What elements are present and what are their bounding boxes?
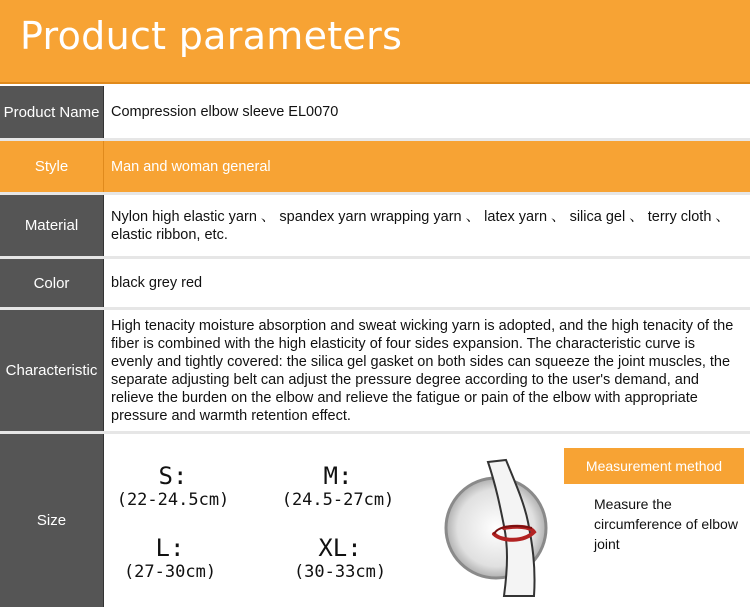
label-style: Style bbox=[0, 141, 104, 192]
row-product-name bbox=[0, 86, 750, 138]
row-style bbox=[0, 141, 750, 192]
size-range: (27-30cm) bbox=[123, 562, 217, 582]
page-title: Product parameters bbox=[20, 14, 403, 58]
page-header bbox=[0, 0, 750, 84]
measurement-method-label: Measurement method bbox=[564, 448, 744, 484]
value-color: black grey red bbox=[104, 259, 750, 307]
row-material bbox=[0, 195, 750, 256]
label-material: Material bbox=[0, 195, 104, 256]
size-name: S: bbox=[158, 462, 188, 490]
size-range: (30-33cm) bbox=[293, 562, 387, 582]
value-characteristic: High tenacity moisture absorption and sweat wicking yarn is adopted, and the high tenacity of the fiber is combined with the high elasticity of four sides expansion. The characteristic curve is evenly and tightly covered: the silica gel gasket on both sides can squeeze the joint muscles, the separate adjusting belt can adjust the pressure degree according to the user's demand, and relieve the burden on the elbow and relieve the fatigue or pain of the elbow with appropriate pressure and warmth retention effect. bbox=[104, 310, 750, 431]
value-style: Man and woman general bbox=[104, 141, 750, 192]
row-characteristic bbox=[0, 310, 750, 431]
measurement-instruction: Measure the circumference of elbow joint bbox=[594, 496, 738, 552]
size-xl bbox=[280, 534, 400, 582]
label-color: Color bbox=[0, 259, 104, 307]
label-size: Size bbox=[0, 434, 104, 607]
row-size bbox=[0, 434, 750, 607]
size-range: (22-24.5cm) bbox=[116, 490, 230, 510]
size-name: M: bbox=[323, 462, 353, 490]
size-l bbox=[110, 534, 230, 582]
label-characteristic: Characteristic bbox=[0, 310, 104, 431]
size-panel bbox=[104, 434, 750, 607]
size-range: (24.5-27cm) bbox=[281, 490, 395, 510]
label-product-name: Product Name bbox=[0, 86, 104, 138]
size-m bbox=[268, 462, 408, 510]
size-name: L: bbox=[155, 534, 185, 562]
elbow-measurement-illustration bbox=[444, 456, 554, 601]
size-s bbox=[108, 462, 238, 510]
size-name: XL: bbox=[318, 534, 362, 562]
row-color bbox=[0, 259, 750, 307]
value-product-name: Compression elbow sleeve EL0070 bbox=[104, 86, 750, 138]
value-material: Nylon high elastic yarn 、 spandex yarn wrapping yarn 、 latex yarn 、 silica gel 、 terry cloth 、 elastic ribbon, etc. bbox=[104, 195, 750, 256]
